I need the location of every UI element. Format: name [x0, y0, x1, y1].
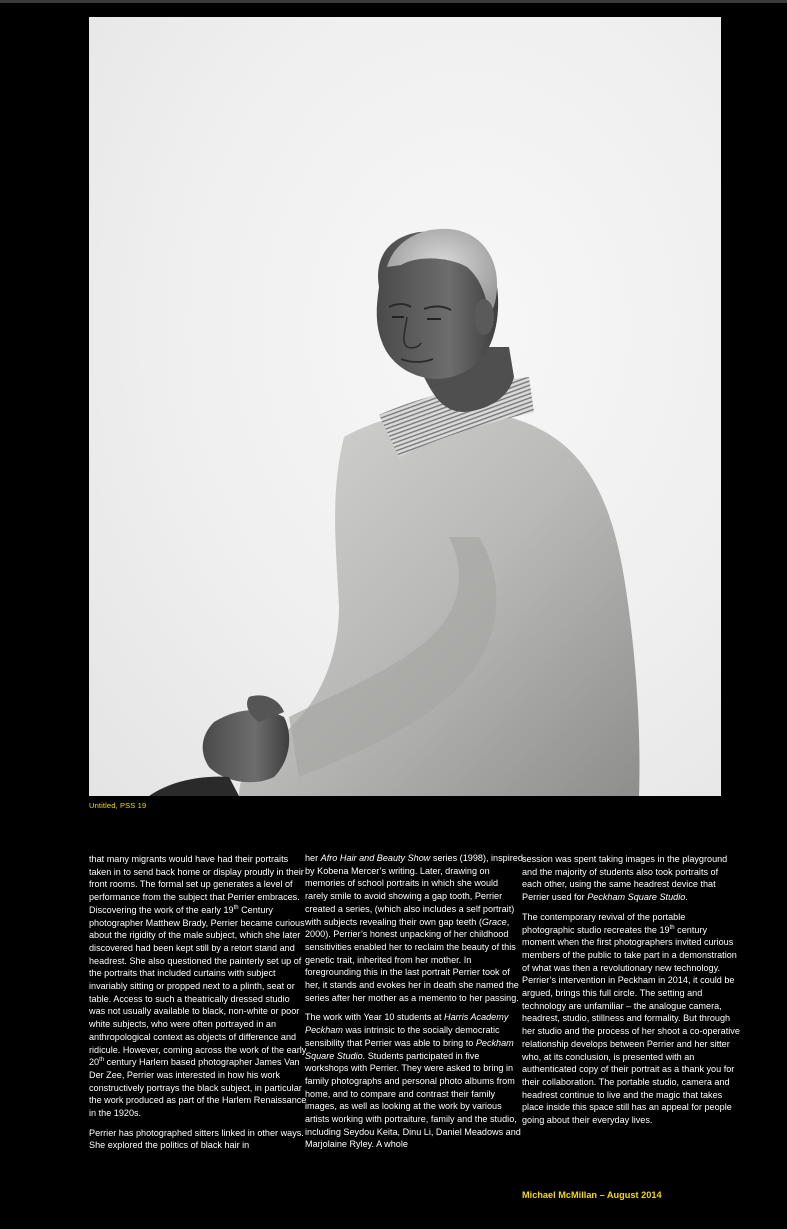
paragraph	[522, 853, 740, 904]
author-signature: Michael McMillan – August 2014	[522, 1190, 662, 1200]
text-run: her	[305, 853, 321, 863]
text-run: Perrier has photographed sitters linked in other ways. She explored the politics of black hair in	[89, 1127, 304, 1151]
text-column-1	[89, 853, 307, 1159]
italic-title: Grace	[481, 916, 507, 927]
photo-caption: Untitled, PSS 19	[89, 801, 147, 810]
paragraph	[305, 1011, 523, 1151]
text-run: . Students participated in five workshops with Perrier. They were asked to bring in family photographs and personal photo albums from home, and to compare and contrast their family images, as well as looking at the work by various artists working with portraiture, family and the studio, including Seydou Keita, Dinu Li, Daniel Meadows and Marjolaine Ryley. A whole	[305, 1050, 521, 1150]
text-run: .	[685, 892, 688, 903]
paragraph	[522, 911, 740, 1127]
italic-title: Afro Hair and Beauty Show	[320, 853, 431, 863]
text-run: century Harlem based photographer James Van Der Zee, Perrier was interested in how his work constructively portrays the black subject, in particular the work produced as part of the Harlem Renaissance in the 1920s.	[89, 1057, 307, 1119]
italic-title: Harris Academy Peckham	[305, 1012, 509, 1036]
text-column-3	[522, 853, 740, 1134]
italic-title: Peckham Square Studio	[305, 1037, 514, 1061]
text-run: session was spent taking images in the playground and the majority of students also took portraits of each other, using the same headrest device that Perrier used for	[522, 854, 728, 903]
portrait-photograph	[89, 17, 721, 796]
text-run: that many migrants would have had their portraits taken in to send back home or display proudly in their front rooms. The formal set up generates a level of performance from the subject that Perrier embraces. Discovering the work of the early 19	[89, 854, 304, 915]
paragraph	[305, 852, 523, 1004]
text-run: was intrinsic to the socially democratic sensibility that Perrier was able to bring to	[305, 1025, 500, 1048]
italic-title: Peckham Square Studio	[587, 892, 686, 903]
text-run: The work with Year 10 students at	[305, 1012, 445, 1023]
superscript: th	[669, 924, 675, 931]
superscript: th	[99, 1057, 105, 1064]
text-run: The contemporary revival of the portable photographic studio recreates the 19	[522, 911, 686, 935]
paragraph	[89, 853, 307, 1120]
paragraph	[89, 1127, 307, 1152]
superscript: th	[233, 904, 239, 911]
text-run: century moment when the first photographers invited curious members of the public to take part in a demonstration of what was then a revolutionary new technology. Perrier’s intervention in Peckham in 2014, it could be argued, brings this full circle. The setting and technology are unfamiliar – the analogue camera, headrest, studio, stillness and formality. But through her studio and the process of her shoot a co-operative relationship develops between Perrier and her sitter who, at its conclusion, is presented with an authenticated copy of their portrait as a thank you for their collaboration. The portable studio, camera and headrest continue to live and the magic that takes place inside this space still has an appeal for people going about their everyday lives.	[522, 924, 740, 1126]
text-run: Century photographer Matthew Brady, Perrier became curious about the rigidity of the male subject, which she later discovered had been kept still by a retort stand and headrest. She also questioned the painterly set up of the portraits that included curtains with subject invariably sitting or propped next to a plinth, seat or table. Access to such a theatrically dressed studio was not usually available to black, non-white or poor white subjects, who were often portrayed in an anthropological context as objects of difference and ridicule. However, coming across the work of the early 20	[89, 904, 307, 1068]
text-column-2	[305, 852, 523, 1158]
text-run: series (1998), inspired by Kobena Mercer’s writing. Later, drawing on memories of school portraits in which she would rarely smile to avoid showing a gap tooth, Perrier created a series, (which also includes a self portrait) with subjects revealing their own gap teeth (	[305, 853, 523, 927]
text-run: , 2000). Perrier’s honest unpacking of her childhood sensitivities enabled her to reclaim the beauty of this genetic trait, inherited from her mother. In foregrounding this in the last portrait Perrier took of her, it stands and evokes her in death she named the series after her mother as a memento to her passing.	[305, 916, 519, 1003]
top-edge-bar	[0, 0, 787, 3]
